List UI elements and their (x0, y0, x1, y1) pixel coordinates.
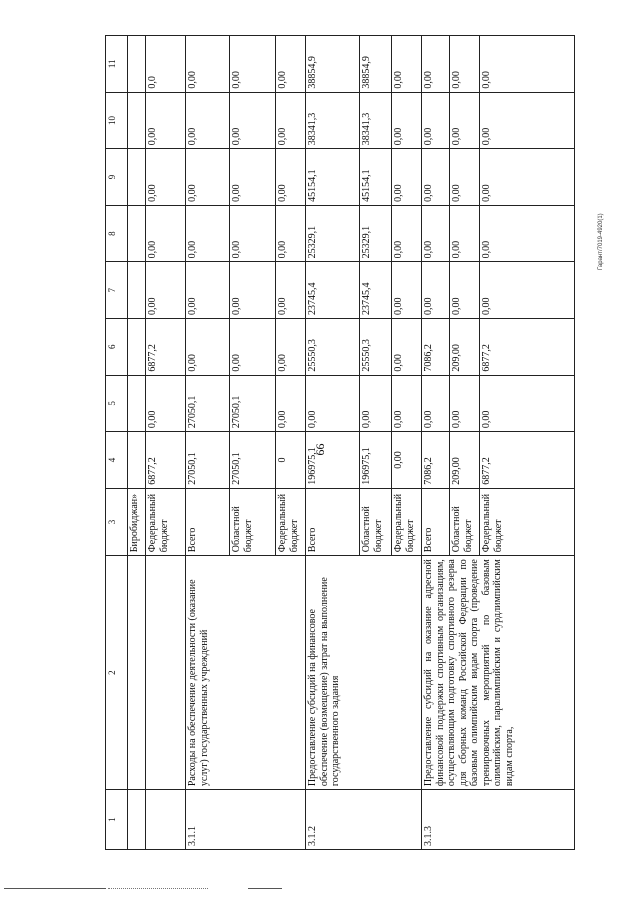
cell-value: 0,00 (186, 262, 230, 319)
cell-value: 45154,1 (306, 149, 360, 206)
cell-value (128, 92, 146, 149)
cell-value: 27050,1 (230, 432, 276, 489)
cell-value: 0,00 (422, 375, 450, 432)
page-number: 99 (313, 443, 328, 456)
cell-value: 0,00 (186, 205, 230, 262)
cell-source: Областной бюджет (230, 488, 276, 555)
cell-source: Биробиджан» (128, 488, 146, 555)
cell-value: 0,00 (450, 36, 480, 93)
cell-value: 0,00 (276, 375, 306, 432)
cell-value: 0,00 (392, 262, 422, 319)
cell-value: 0,00 (480, 262, 575, 319)
cell-value: 38341,3 (306, 92, 360, 149)
cell-value: 0,00 (230, 205, 276, 262)
cell-value (128, 262, 146, 319)
cell-value: 6877,2 (480, 432, 575, 489)
cell-value: 0,00 (186, 318, 230, 375)
header-row (106, 36, 128, 850)
cell-value: 0,00 (306, 375, 360, 432)
cell-value: 196975,1 (306, 432, 360, 489)
cell-value: 0,00 (480, 149, 575, 206)
cell-code: 3.1.2 (306, 790, 422, 850)
cell-value: 209,00 (450, 318, 480, 375)
cell-value: 0,00 (230, 318, 276, 375)
cell-value: 25329,1 (360, 205, 392, 262)
cell-value: 38854,9 (306, 36, 360, 93)
cell-value: 0,00 (276, 205, 306, 262)
cell-value: 6877,2 (146, 432, 186, 489)
cell-source: Всего (186, 488, 230, 555)
cell-code: 3.1.1 (186, 790, 306, 850)
cell-source: Федеральный бюджет (392, 488, 422, 555)
cell-value (128, 318, 146, 375)
footer-rule-dotted (108, 888, 208, 889)
cell-value: 0,00 (450, 375, 480, 432)
cell-description (128, 556, 146, 790)
cell-value: 0,00 (392, 432, 422, 489)
cell-value: 0,00 (392, 205, 422, 262)
cell-value: 27050,1 (230, 375, 276, 432)
cell-value (128, 375, 146, 432)
cell-value: 196975,1 (360, 432, 392, 489)
cell-value: 0,00 (276, 149, 306, 206)
header-cell: 5 (106, 375, 128, 432)
header-cell: 2 (106, 556, 128, 790)
table-row (186, 36, 230, 850)
cell-source: Всего (306, 488, 360, 555)
table-row (146, 36, 186, 850)
cell-source: Всего (422, 488, 450, 555)
cell-value: 0,00 (186, 92, 230, 149)
cell-value: 0,00 (422, 205, 450, 262)
cell-source: Областной бюджет (360, 488, 392, 555)
header-cell: 6 (106, 318, 128, 375)
cell-description (146, 556, 186, 790)
cell-value: 0,00 (450, 205, 480, 262)
cell-value: 0,00 (146, 375, 186, 432)
cell-source: Областной бюджет (450, 488, 480, 555)
cell-source: Федеральный бюджет (480, 488, 575, 555)
cell-value: 0,00 (392, 36, 422, 93)
header-cell: 11 (106, 36, 128, 93)
cell-value: 209,00 (450, 432, 480, 489)
cell-value: 0,00 (392, 318, 422, 375)
cell-value: 0,00 (230, 262, 276, 319)
cell-value: 0,00 (422, 92, 450, 149)
cell-value: 0,00 (450, 149, 480, 206)
cell-value: 25550,3 (306, 318, 360, 375)
cell-value: 0,00 (276, 36, 306, 93)
cell-value (128, 149, 146, 206)
cell-value (128, 36, 146, 93)
cell-value: 0,00 (230, 92, 276, 149)
cell-value: 0,00 (186, 149, 230, 206)
cell-value: 23745,4 (306, 262, 360, 319)
cell-value: 0,00 (422, 262, 450, 319)
table-row (306, 36, 360, 850)
cell-value: 0,00 (230, 36, 276, 93)
cell-value: 25550,3 (360, 318, 392, 375)
header-cell: 1 (106, 790, 128, 850)
cell-value: 0,00 (276, 262, 306, 319)
cell-value: 38854,9 (360, 36, 392, 93)
cell-value: 0,00 (480, 375, 575, 432)
cell-value: 0,00 (146, 205, 186, 262)
cell-value: 7086,2 (422, 318, 450, 375)
cell-value: 6877,2 (146, 318, 186, 375)
cell-value (128, 432, 146, 489)
budget-table-rotated (105, 35, 575, 850)
cell-value: 0,00 (450, 92, 480, 149)
cell-value: 7086,2 (422, 432, 450, 489)
cell-value: 0,00 (392, 375, 422, 432)
footer-rule (4, 888, 106, 889)
cell-value: 0,00 (392, 92, 422, 149)
cell-description: Предоставление субсидий на финансовое обеспечение (возмещение) затрат на выполнение государственного задания (306, 556, 422, 790)
cell-description: Расходы на обеспечение деятельности (оказание услуг) государственных учреждений (186, 556, 306, 790)
cell-value: 45154,1 (360, 149, 392, 206)
cell-value: 0,00 (146, 149, 186, 206)
footer-rule-short (248, 888, 282, 889)
table-row (422, 36, 450, 850)
cell-source: Федеральный бюджет (276, 488, 306, 555)
cell-value: 38341,3 (360, 92, 392, 149)
cell-value: 0,00 (392, 149, 422, 206)
cell-value: 23745,4 (360, 262, 392, 319)
cell-value: 0,00 (422, 36, 450, 93)
cell-value: 0,00 (146, 92, 186, 149)
cell-value: 0,00 (186, 36, 230, 93)
cell-value: 0,00 (480, 205, 575, 262)
cell-description: Предоставление субсидий на оказание адресной финансовой поддержки спортивным организациям, осуществляющим подготовку спортивного резерва для сборных команд Российской Федерации по базовым олимпийским видам спорта (проведение тренировочных мероприятий по базовым олимпийским, паралимпийским и сурдлимпийским видам спорта, (422, 556, 575, 790)
cell-code (146, 790, 186, 850)
document-code: Гарант/7019-4920(1) (598, 213, 604, 270)
header-cell: 9 (106, 149, 128, 206)
cell-value (128, 205, 146, 262)
header-cell: 10 (106, 92, 128, 149)
header-cell: 7 (106, 262, 128, 319)
cell-value: 0,00 (276, 318, 306, 375)
cell-value: 0,00 (146, 262, 186, 319)
cell-value: 0,0 (146, 36, 186, 93)
budget-table (105, 35, 575, 850)
cell-value: 27050,1 (186, 375, 230, 432)
cell-code: 3.1.3 (422, 790, 575, 850)
cell-value: 0,00 (422, 149, 450, 206)
cell-value: 0,00 (230, 149, 276, 206)
cell-source: Федеральный бюджет (146, 488, 186, 555)
cell-value: 0,00 (480, 36, 575, 93)
cell-value: 0,00 (360, 375, 392, 432)
table-row (128, 36, 146, 850)
header-cell: 4 (106, 432, 128, 489)
cell-code (128, 790, 146, 850)
cell-value: 0,00 (450, 262, 480, 319)
cell-value: 27050,1 (186, 432, 230, 489)
cell-value: 25329,1 (306, 205, 360, 262)
header-cell: 8 (106, 205, 128, 262)
cell-value: 0 (276, 432, 306, 489)
cell-value: 0,00 (276, 92, 306, 149)
header-cell: 3 (106, 488, 128, 555)
cell-value: 0,00 (480, 92, 575, 149)
cell-value: 6877,2 (480, 318, 575, 375)
